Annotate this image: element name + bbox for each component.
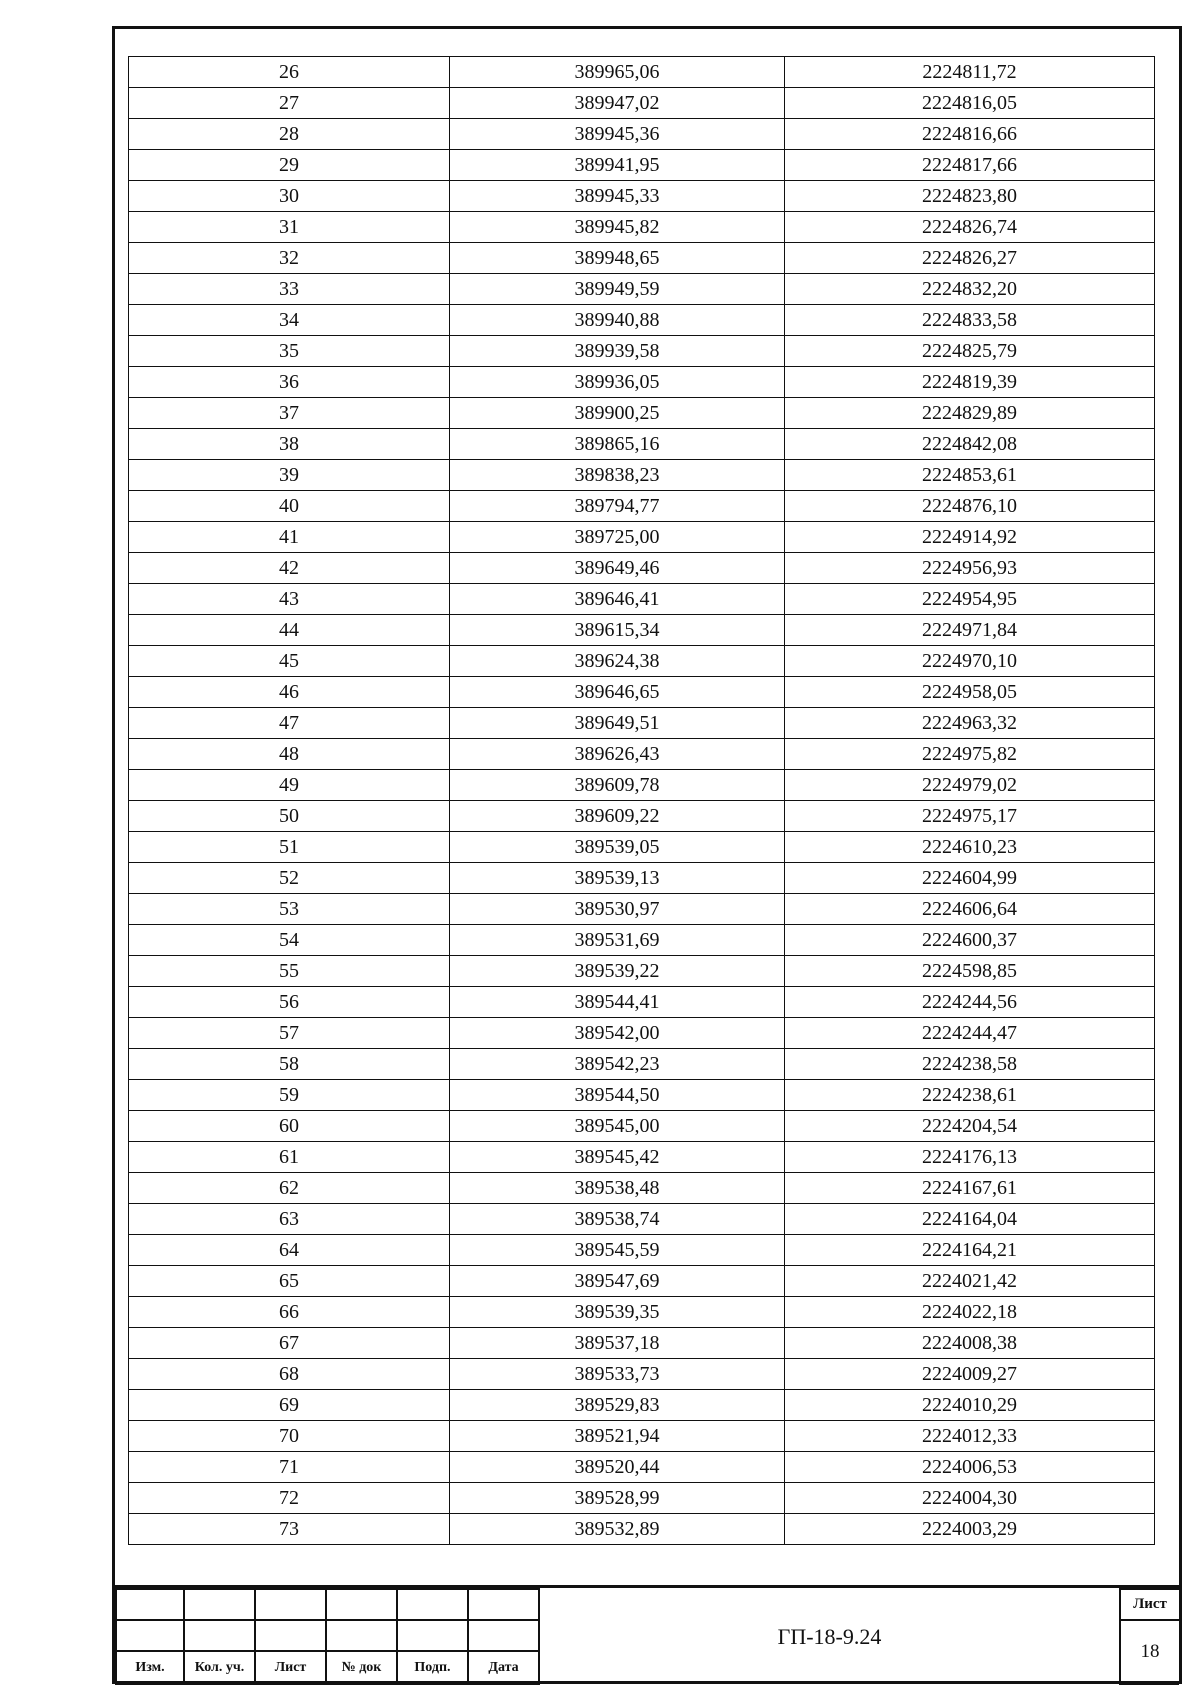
column-label-izm: Изм. [116, 1651, 184, 1684]
table-row [129, 305, 1155, 336]
revision-cell [184, 1589, 255, 1620]
x-coordinate: 389947,02 [450, 88, 785, 119]
point-number: 56 [129, 987, 450, 1018]
point-number: 47 [129, 708, 450, 739]
point-number: 50 [129, 801, 450, 832]
point-number: 66 [129, 1297, 450, 1328]
x-coordinate: 389521,94 [450, 1421, 785, 1452]
y-coordinate: 2224238,61 [785, 1080, 1155, 1111]
x-coordinate: 389538,48 [450, 1173, 785, 1204]
y-coordinate: 2224829,89 [785, 398, 1155, 429]
y-coordinate: 2224956,93 [785, 553, 1155, 584]
point-number: 52 [129, 863, 450, 894]
title-block-grid [115, 1588, 1179, 1685]
table-row [129, 1018, 1155, 1049]
table-row [129, 1328, 1155, 1359]
point-number: 54 [129, 925, 450, 956]
table-row [129, 1080, 1155, 1111]
y-coordinate: 2224176,13 [785, 1142, 1155, 1173]
point-number: 49 [129, 770, 450, 801]
y-coordinate: 2224003,29 [785, 1514, 1155, 1545]
point-number: 30 [129, 181, 450, 212]
y-coordinate: 2224816,66 [785, 119, 1155, 150]
y-coordinate: 2224010,29 [785, 1390, 1155, 1421]
y-coordinate: 2224826,27 [785, 243, 1155, 274]
y-coordinate: 2224963,32 [785, 708, 1155, 739]
x-coordinate: 389520,44 [450, 1452, 785, 1483]
y-coordinate: 2224164,21 [785, 1235, 1155, 1266]
x-coordinate: 389537,18 [450, 1328, 785, 1359]
point-number: 58 [129, 1049, 450, 1080]
point-number: 70 [129, 1421, 450, 1452]
y-coordinate: 2224606,64 [785, 894, 1155, 925]
y-coordinate: 2224833,58 [785, 305, 1155, 336]
y-coordinate: 2224600,37 [785, 925, 1155, 956]
revision-cell [326, 1620, 397, 1651]
x-coordinate: 389646,41 [450, 584, 785, 615]
revision-cell [468, 1589, 539, 1620]
point-number: 46 [129, 677, 450, 708]
document-code: ГП-18-9.24 [539, 1589, 1120, 1684]
point-number: 73 [129, 1514, 450, 1545]
table-row [129, 1173, 1155, 1204]
point-number: 63 [129, 1204, 450, 1235]
x-coordinate: 389539,35 [450, 1297, 785, 1328]
table-row [129, 770, 1155, 801]
x-coordinate: 389529,83 [450, 1390, 785, 1421]
point-number: 72 [129, 1483, 450, 1514]
point-number: 68 [129, 1359, 450, 1390]
title-block [112, 1585, 1182, 1684]
x-coordinate: 389533,73 [450, 1359, 785, 1390]
table-row [129, 1204, 1155, 1235]
table-row [129, 243, 1155, 274]
revision-cell [255, 1589, 326, 1620]
table-row [129, 584, 1155, 615]
x-coordinate: 389725,00 [450, 522, 785, 553]
x-coordinate: 389542,00 [450, 1018, 785, 1049]
x-coordinate: 389544,50 [450, 1080, 785, 1111]
table-row [129, 119, 1155, 150]
x-coordinate: 389945,82 [450, 212, 785, 243]
y-coordinate: 2224022,18 [785, 1297, 1155, 1328]
table-row [129, 987, 1155, 1018]
y-coordinate: 2224204,54 [785, 1111, 1155, 1142]
y-coordinate: 2224816,05 [785, 88, 1155, 119]
y-coordinate: 2224244,56 [785, 987, 1155, 1018]
point-number: 44 [129, 615, 450, 646]
x-coordinate: 389544,41 [450, 987, 785, 1018]
sheet-label: Лист [1120, 1589, 1179, 1620]
point-number: 43 [129, 584, 450, 615]
table-row [129, 646, 1155, 677]
point-number: 42 [129, 553, 450, 584]
x-coordinate: 389945,33 [450, 181, 785, 212]
x-coordinate: 389936,05 [450, 367, 785, 398]
y-coordinate: 2224164,04 [785, 1204, 1155, 1235]
x-coordinate: 389545,00 [450, 1111, 785, 1142]
table-row [129, 925, 1155, 956]
y-coordinate: 2224004,30 [785, 1483, 1155, 1514]
x-coordinate: 389531,69 [450, 925, 785, 956]
x-coordinate: 389542,23 [450, 1049, 785, 1080]
table-row [129, 956, 1155, 987]
point-number: 65 [129, 1266, 450, 1297]
point-number: 51 [129, 832, 450, 863]
y-coordinate: 2224842,08 [785, 429, 1155, 460]
x-coordinate: 389547,69 [450, 1266, 785, 1297]
table-row [129, 429, 1155, 460]
point-number: 32 [129, 243, 450, 274]
x-coordinate: 389940,88 [450, 305, 785, 336]
point-number: 31 [129, 212, 450, 243]
table-row [129, 894, 1155, 925]
coordinates-table-body [129, 57, 1155, 1545]
y-coordinate: 2224008,38 [785, 1328, 1155, 1359]
x-coordinate: 389530,97 [450, 894, 785, 925]
y-coordinate: 2224238,58 [785, 1049, 1155, 1080]
table-row [129, 212, 1155, 243]
point-number: 37 [129, 398, 450, 429]
table-row [129, 88, 1155, 119]
table-row [129, 1111, 1155, 1142]
point-number: 62 [129, 1173, 450, 1204]
table-row [129, 708, 1155, 739]
point-number: 34 [129, 305, 450, 336]
table-row [129, 367, 1155, 398]
x-coordinate: 389941,95 [450, 150, 785, 181]
column-label-list: Лист [255, 1651, 326, 1684]
y-coordinate: 2224604,99 [785, 863, 1155, 894]
x-coordinate: 389539,22 [450, 956, 785, 987]
y-coordinate: 2224009,27 [785, 1359, 1155, 1390]
point-number: 69 [129, 1390, 450, 1421]
table-row [129, 677, 1155, 708]
point-number: 33 [129, 274, 450, 305]
x-coordinate: 389965,06 [450, 57, 785, 88]
y-coordinate: 2224817,66 [785, 150, 1155, 181]
table-row [129, 491, 1155, 522]
revision-cell [397, 1620, 468, 1651]
x-coordinate: 389649,51 [450, 708, 785, 739]
x-coordinate: 389528,99 [450, 1483, 785, 1514]
coordinates-table [128, 56, 1155, 1545]
table-row [129, 1359, 1155, 1390]
sheet-number: 18 [1120, 1620, 1179, 1684]
y-coordinate: 2224244,47 [785, 1018, 1155, 1049]
column-label-kol-uch: Кол. уч. [184, 1651, 255, 1684]
point-number: 48 [129, 739, 450, 770]
x-coordinate: 389649,46 [450, 553, 785, 584]
table-row [129, 1297, 1155, 1328]
table-row [129, 1390, 1155, 1421]
point-number: 36 [129, 367, 450, 398]
point-number: 39 [129, 460, 450, 491]
y-coordinate: 2224610,23 [785, 832, 1155, 863]
table-row [129, 181, 1155, 212]
table-row [129, 832, 1155, 863]
y-coordinate: 2224958,05 [785, 677, 1155, 708]
table-row [129, 1421, 1155, 1452]
x-coordinate: 389624,38 [450, 646, 785, 677]
point-number: 61 [129, 1142, 450, 1173]
y-coordinate: 2224598,85 [785, 956, 1155, 987]
point-number: 53 [129, 894, 450, 925]
x-coordinate: 389539,05 [450, 832, 785, 863]
point-number: 27 [129, 88, 450, 119]
x-coordinate: 389545,59 [450, 1235, 785, 1266]
y-coordinate: 2224823,80 [785, 181, 1155, 212]
x-coordinate: 389646,65 [450, 677, 785, 708]
table-row [129, 1452, 1155, 1483]
y-coordinate: 2224975,17 [785, 801, 1155, 832]
point-number: 60 [129, 1111, 450, 1142]
y-coordinate: 2224167,61 [785, 1173, 1155, 1204]
table-row [129, 274, 1155, 305]
y-coordinate: 2224970,10 [785, 646, 1155, 677]
table-row [129, 57, 1155, 88]
table-row [129, 801, 1155, 832]
table-row [129, 150, 1155, 181]
y-coordinate: 2224979,02 [785, 770, 1155, 801]
y-coordinate: 2224876,10 [785, 491, 1155, 522]
point-number: 26 [129, 57, 450, 88]
x-coordinate: 389945,36 [450, 119, 785, 150]
x-coordinate: 389948,65 [450, 243, 785, 274]
x-coordinate: 389615,34 [450, 615, 785, 646]
y-coordinate: 2224021,42 [785, 1266, 1155, 1297]
x-coordinate: 389838,23 [450, 460, 785, 491]
point-number: 59 [129, 1080, 450, 1111]
y-coordinate: 2224012,33 [785, 1421, 1155, 1452]
revision-cell [116, 1620, 184, 1651]
y-coordinate: 2224819,39 [785, 367, 1155, 398]
table-row [129, 1049, 1155, 1080]
table-row [129, 1266, 1155, 1297]
point-number: 40 [129, 491, 450, 522]
table-row [129, 1235, 1155, 1266]
y-coordinate: 2224811,72 [785, 57, 1155, 88]
table-row [129, 460, 1155, 491]
revision-cell [255, 1620, 326, 1651]
table-row [129, 1483, 1155, 1514]
table-row [129, 553, 1155, 584]
point-number: 57 [129, 1018, 450, 1049]
point-number: 45 [129, 646, 450, 677]
y-coordinate: 2224006,53 [785, 1452, 1155, 1483]
point-number: 71 [129, 1452, 450, 1483]
point-number: 38 [129, 429, 450, 460]
column-label-date: Дата [468, 1651, 539, 1684]
x-coordinate: 389626,43 [450, 739, 785, 770]
x-coordinate: 389545,42 [450, 1142, 785, 1173]
y-coordinate: 2224832,20 [785, 274, 1155, 305]
point-number: 67 [129, 1328, 450, 1359]
table-row [129, 863, 1155, 894]
revision-cell [468, 1620, 539, 1651]
point-number: 64 [129, 1235, 450, 1266]
point-number: 41 [129, 522, 450, 553]
y-coordinate: 2224914,92 [785, 522, 1155, 553]
y-coordinate: 2224975,82 [785, 739, 1155, 770]
x-coordinate: 389900,25 [450, 398, 785, 429]
table-row [129, 336, 1155, 367]
y-coordinate: 2224853,61 [785, 460, 1155, 491]
column-label-signature: Подп. [397, 1651, 468, 1684]
x-coordinate: 389609,78 [450, 770, 785, 801]
y-coordinate: 2224825,79 [785, 336, 1155, 367]
x-coordinate: 389949,59 [450, 274, 785, 305]
point-number: 55 [129, 956, 450, 987]
table-row [129, 1142, 1155, 1173]
revision-cell [184, 1620, 255, 1651]
x-coordinate: 389532,89 [450, 1514, 785, 1545]
y-coordinate: 2224826,74 [785, 212, 1155, 243]
column-label-doc-no: № док [326, 1651, 397, 1684]
x-coordinate: 389609,22 [450, 801, 785, 832]
table-row [129, 1514, 1155, 1545]
x-coordinate: 389794,77 [450, 491, 785, 522]
x-coordinate: 389538,74 [450, 1204, 785, 1235]
table-row [129, 739, 1155, 770]
table-row [129, 398, 1155, 429]
y-coordinate: 2224954,95 [785, 584, 1155, 615]
y-coordinate: 2224971,84 [785, 615, 1155, 646]
revision-cell [397, 1589, 468, 1620]
revision-cell [116, 1589, 184, 1620]
x-coordinate: 389539,13 [450, 863, 785, 894]
table-row [129, 522, 1155, 553]
x-coordinate: 389865,16 [450, 429, 785, 460]
point-number: 29 [129, 150, 450, 181]
revision-cell [326, 1589, 397, 1620]
x-coordinate: 389939,58 [450, 336, 785, 367]
table-row [129, 615, 1155, 646]
point-number: 35 [129, 336, 450, 367]
point-number: 28 [129, 119, 450, 150]
